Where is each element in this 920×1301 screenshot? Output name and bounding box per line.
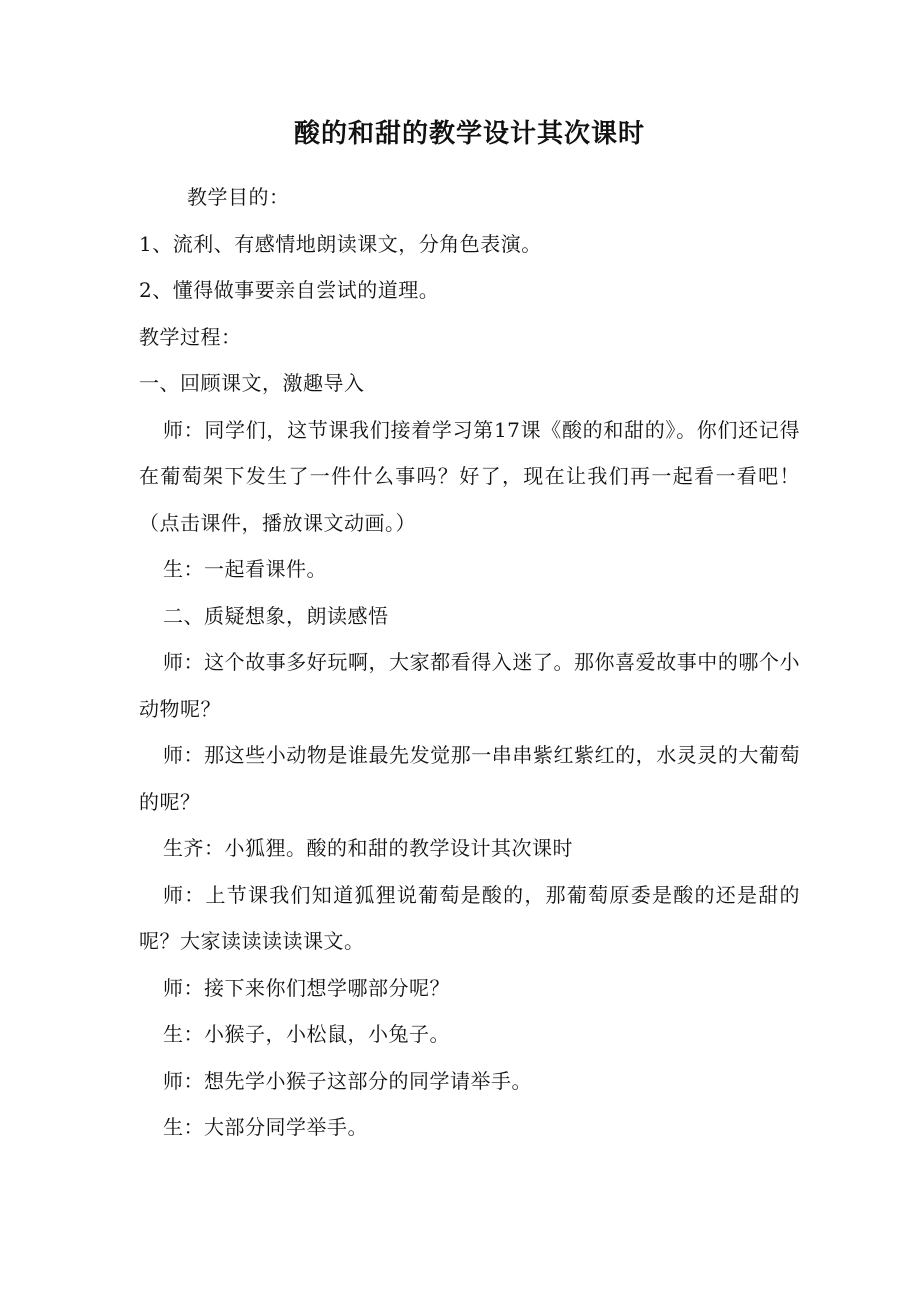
paragraph: 师：同学们，这节课我们接着学习第17课《酸的和甜的》。你们还记得在葡萄架下发生了一件什么事吗？好了，现在让我们再一起看一看吧！（点击课件，播放课文动画。） (139, 417, 800, 535)
paragraph: 师：那这些小动物是谁最先发觉那一串串紫红紫红的，水灵灵的大葡萄的呢？ (139, 743, 800, 814)
document-title: 酸的和甜的教学设计其次课时 (293, 119, 645, 149)
paragraph: 教学过程： (139, 324, 242, 349)
paragraph: 生：一起看课件。 (163, 557, 327, 581)
paragraph: 生：大部分同学举手。 (163, 1115, 368, 1139)
paragraph: 师：这个故事多好玩啊，大家都看得入迷了。那你喜爱故事中的哪个小动物呢？ (139, 650, 800, 721)
document-body (139, 174, 800, 1151)
paragraph: 师：上节课我们知道狐狸说葡萄是酸的，那葡萄原委是酸的还是甜的呢？大家读读读读课文。 (139, 882, 800, 953)
paragraph: 二、质疑想象，朗读感悟 (163, 603, 389, 628)
paragraph: 一、回顾课文，激趣导入 (139, 371, 365, 395)
paragraph: 师：想先学小猴子这部分的同学请举手。 (163, 1068, 532, 1093)
paragraph: 2、懂得做事要亲自尝试的道理。 (139, 278, 440, 302)
paragraph: 师：接下来你们想学哪部分呢？ (163, 975, 450, 1000)
paragraph: 生齐：小狐狸。酸的和甜的教学设计其次课时 (163, 836, 573, 860)
paragraph: 1、流利、有感情地朗读课文，分角色表演。 (139, 231, 542, 256)
paragraph: 生：小猴子，小松鼠，小兔子。 (163, 1022, 450, 1046)
paragraph: 教学目的： (187, 185, 290, 209)
